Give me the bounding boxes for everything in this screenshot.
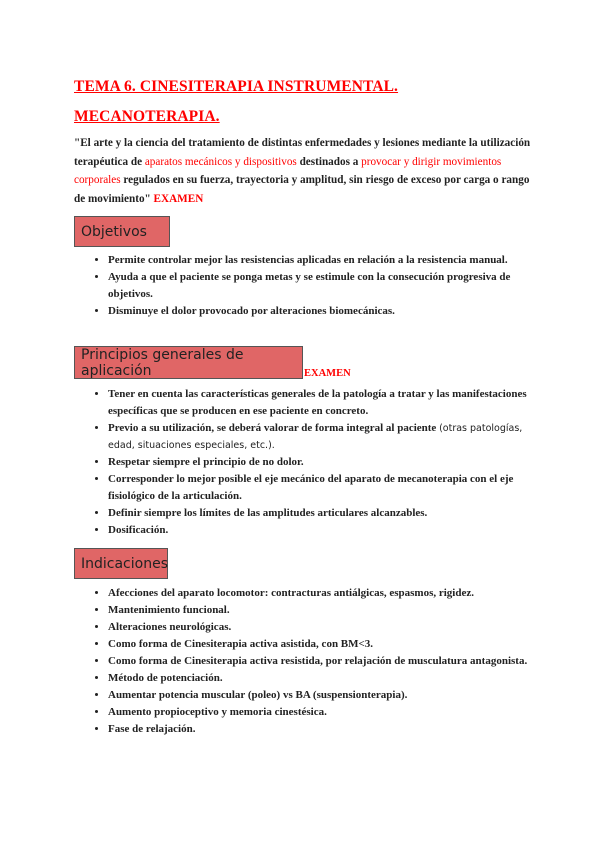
list-item: • Aumentar potencia muscular (poleo) vs BA (suspensionterapia).: [108, 687, 548, 704]
intro-highlight: aparatos mecánicos y dispositivos: [144, 155, 297, 168]
exam-tag: EXAMEN: [153, 192, 204, 205]
list-item: • Mantenimiento funcional.: [108, 602, 548, 619]
list-item: • Respetar siempre el principio de no dolor.: [108, 454, 548, 471]
title-line-2: MECANOTERAPIA.: [74, 108, 220, 125]
intro-text: regulados en su fuerza, trayectoria y amplitud, sin riesgo de exceso por carga o rango de movimiento": [74, 174, 530, 205]
indicaciones-heading: Indicaciones: [74, 548, 168, 579]
objetivos-heading: Objetivos: [74, 216, 170, 247]
principios-heading: Principios generales de aplicación: [74, 346, 303, 379]
list-item: • Afecciones del aparato locomotor: contracturas antiálgicas, espasmos, rigidez.: [108, 585, 548, 602]
list-item: • Como forma de Cinesiterapia activa asistida, con BM<3.: [108, 636, 548, 653]
item-note: (otras patologías, edad, situaciones especiales, etc.).: [108, 423, 523, 451]
list-item: • Corresponder lo mejor posible el eje mecánico del aparato de mecanoterapia con el eje fisiológico de la articulación.: [108, 471, 548, 505]
intro-highlight: provocar y dirigir movimientos corporales: [74, 155, 502, 186]
intro-text: "El arte y la ciencia del tratamiento de distintas enfermedades y lesiones mediante la utilización terapéutica de: [74, 137, 531, 168]
objetivos-list: [90, 252, 548, 320]
intro-text: destinados a: [296, 155, 362, 168]
principios-list: [90, 386, 548, 539]
exam-tag: EXAMEN: [304, 368, 351, 379]
list-item: • Dosificación.: [108, 522, 548, 539]
list-item: • Definir siempre los límites de las amplitudes articulares alcanzables.: [108, 505, 548, 522]
list-item: • Disminuye el dolor provocado por alteraciones biomecánicas.: [108, 303, 548, 320]
list-item: • Ayuda a que el paciente se ponga metas y se estimule con la consecución progresiva de objetivos.: [108, 269, 548, 303]
list-item: • Fase de relajación.: [108, 721, 548, 738]
list-item: • Aumento propioceptivo y memoria cinestésica.: [108, 704, 548, 721]
list-item: • Tener en cuenta las características generales de la patología a tratar y las manifestaciones específicas que se producen en ese paciente en concreto.: [108, 386, 548, 420]
title-line-1: TEMA 6. CINESITERAPIA INSTRUMENTAL.: [74, 78, 399, 95]
list-item: • Como forma de Cinesiterapia activa resistida, por relajación de musculatura antagonista.: [108, 653, 548, 670]
definition-paragraph: [74, 134, 534, 208]
indicaciones-list: [90, 585, 548, 738]
list-item: [108, 420, 548, 454]
list-item: • Método de potenciación.: [108, 670, 548, 687]
item-text: Previo a su utilización, se deberá valorar de forma integral al paciente: [108, 422, 440, 434]
list-item: • Permite controlar mejor las resistencias aplicadas en relación a la resistencia manual.: [108, 252, 548, 269]
list-item: • Alteraciones neurológicas.: [108, 619, 548, 636]
